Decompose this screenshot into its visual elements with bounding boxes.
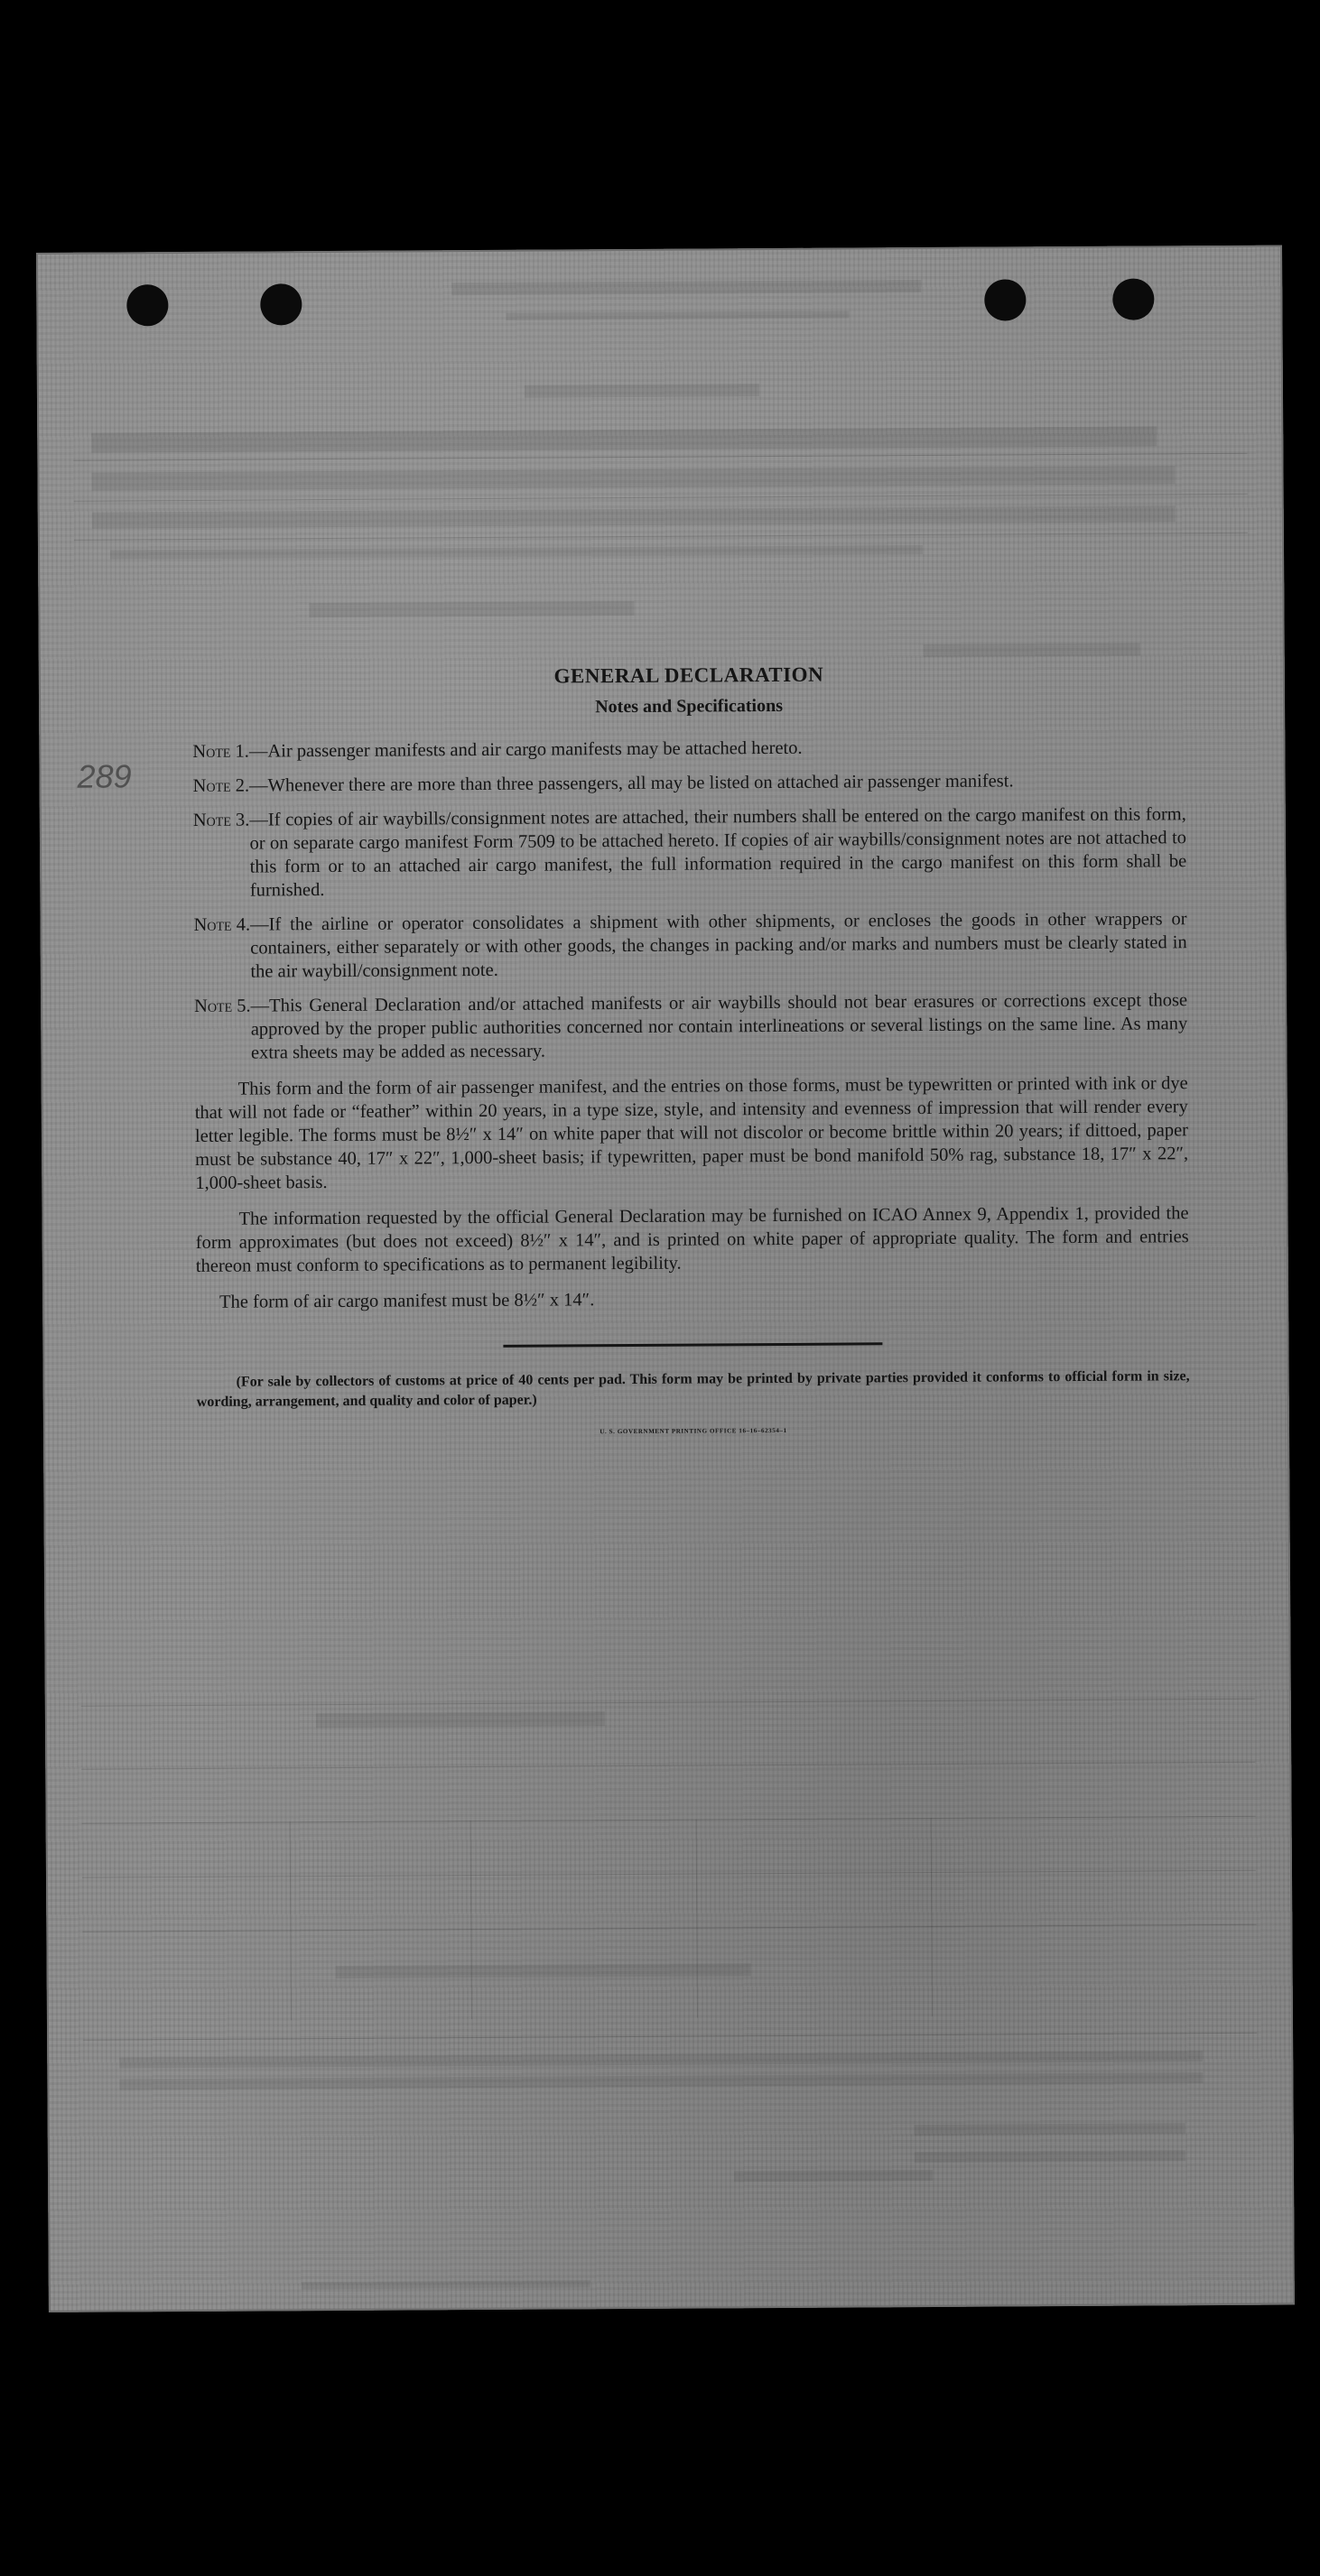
note-label: Note 3.	[192, 810, 250, 830]
punch-hole-3	[984, 279, 1026, 320]
punch-hole-2	[260, 283, 302, 325]
note-label: Note 5.	[194, 996, 251, 1016]
margin-page-number: 289	[77, 757, 132, 795]
punch-hole-4	[1112, 278, 1154, 320]
note-4	[193, 907, 1186, 984]
note-text: —Whenever there are more than three passengers, all may be listed on attached air passenger manifest.	[249, 771, 1014, 796]
note-1	[192, 734, 1185, 764]
note-3	[193, 802, 1187, 903]
document-sheet	[36, 246, 1295, 2312]
page-subtitle: Notes and Specifications	[595, 695, 784, 718]
divider-line	[503, 1342, 882, 1348]
paragraph-legibility: This form and the form of air passenger manifest, and the entries on those forms, must be typewritten or printed with ink or dye that will not fade or “feather” within 20 years, in a type size, style, and intensity and evenness of impression that will render every letter legible. The forms must be 8½″ x 14″ on white paper that will not discolor or become brittle within 20 years; if dittoed, paper must be substance 40, 17″ x 22″, 1,000-sheet basis; if typewritten, paper must be bond manifold 50% rag, substance 18, 17″ x 22″, 1,000-sheet basis.	[194, 1073, 1189, 1193]
punch-hole-1	[126, 284, 168, 326]
note-label: Note 1.	[192, 741, 249, 762]
note-text: —If the airline or operator consolidates a shipment with other shipments, or encloses the goods in other wrappers or containers, either separately or with other goods, the changes in packing and/or marks and numbers must be clearly stated in the air waybill/consignment note.	[250, 909, 1187, 982]
page-title: GENERAL DECLARATION	[553, 663, 824, 688]
paragraph-icao: The information requested by the official General Declaration may be furnished on ICAO Annex 9, Appendix 1, provided the form approximates (but does not exceed) 8½″ x 14″, and is printed on white paper of appropriate quality. The form and entries thereon must conform to specifications as to permanent legibility.	[195, 1203, 1189, 1276]
note-text: —This General Declaration and/or attached manifests or air waybills should not bear erasures or corrections except those approved by the proper public authorities concerned nor contain interlineations or several listings on the same line. As many extra sheets may be added as necessary.	[250, 990, 1188, 1063]
printer-imprint: U. S. GOVERNMENT PRINTING OFFICE 16–16–62354–1	[600, 1426, 787, 1436]
paragraph-cargo-manifest-size: The form of air cargo manifest must be 8½″ x 14″.	[219, 1290, 595, 1312]
note-label: Note 4.	[193, 914, 251, 935]
notes-and-specifications	[192, 661, 1190, 1438]
note-text: —Air passenger manifests and air cargo manifests may be attached hereto.	[248, 737, 803, 762]
sale-notice: (For sale by collectors of customs at price of 40 cents per pad. This form may be printed by private parties provided it conforms to official form in size, wording, arrangement, and quality and color of paper.)	[196, 1368, 1190, 1410]
note-5	[194, 988, 1187, 1065]
note-label: Note 2.	[192, 775, 250, 796]
note-2	[193, 768, 1186, 798]
note-text: —If copies of air waybills/consignment notes are attached, their numbers shall be entered on the cargo manifest on this form, or on separate cargo manifest Form 7509 to be attached hereto. If copies of air waybills/consignment notes are not attached to this form or to an attached air cargo manifest, the full information required in the cargo manifest on this form shall be furnished.	[249, 804, 1187, 901]
